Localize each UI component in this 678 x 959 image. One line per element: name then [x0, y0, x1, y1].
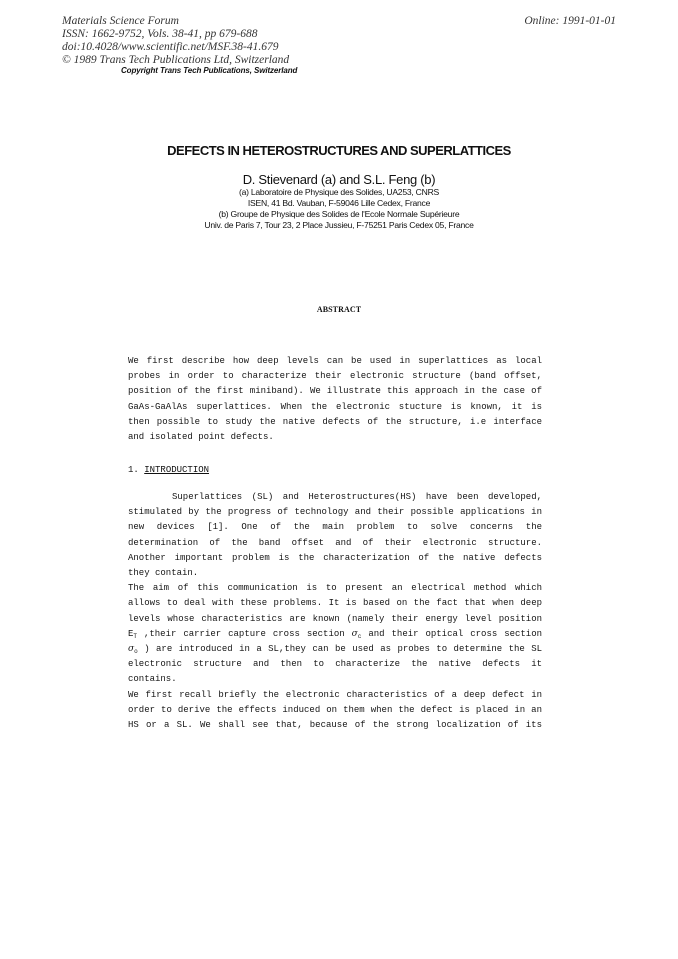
symbol-e-subscript: T [133, 632, 138, 640]
abstract-line: We first describe how deep levels can be used in superlattices as local [128, 356, 542, 366]
intro-line: order to derive the effects induced on them when the defect is placed in an [128, 704, 542, 715]
intro-line: allows to deal with these problems. It is based on the fact that when deep [128, 598, 542, 609]
intro-line: new devices [1]. One of the main problem to solve concerns the [128, 522, 542, 533]
section-heading [128, 465, 209, 475]
intro-line: contains. [128, 674, 177, 685]
intro-line: stimulated by the progress of technology and their possible applications in [128, 507, 542, 518]
section-number: 1. [128, 465, 139, 475]
symbol-sigma: σ [351, 628, 358, 639]
affiliations [0, 187, 678, 231]
intro-line: determination of the band offset and of their electronic structure. [128, 537, 542, 548]
intro-line: HS or a SL. We shall see that, because of the strong localization of its [128, 720, 542, 731]
intro-line: they contain. [128, 568, 199, 579]
affiliation-line: Univ. de Paris 7, Tour 23, 2 Place Jussieu, F-75251 Paris Cedex 05, France [204, 220, 474, 230]
abstract-line: position of the first miniband). We illustrate this approach in the case of [128, 386, 542, 397]
abstract-body [128, 354, 542, 445]
online-date: Online: 1991-01-01 [524, 15, 616, 27]
abstract-line: then possible to study the native defects of the structure, i.e interface [128, 416, 542, 427]
paper-authors: D. Stievenard (a) and S.L. Feng (b) [242, 172, 436, 187]
intro-line: Superlattices (SL) and Heterostructures(HS) have been developed, [172, 492, 542, 502]
affiliation-line: (a) Laboratoire de Physique des Solides, UA253, CNRS [238, 187, 440, 197]
symbol-sigma-subscript: o [134, 648, 138, 656]
symbol-sigma: σ [128, 644, 135, 655]
introduction-body [128, 490, 542, 733]
journal-name: Materials Science Forum [62, 15, 179, 27]
intro-fragment: and their optical cross section [368, 628, 543, 639]
journal-header [62, 15, 289, 67]
issn-line: ISSN: 1662-9752, Vols. 38-41, pp 679-688 [62, 28, 258, 40]
intro-line: levels whose characteristics are known (namely their energy level position [128, 613, 542, 624]
abstract-line: and isolated point defects. [128, 432, 274, 443]
abstract-heading: ABSTRACT [316, 305, 362, 314]
abstract-line: GaAs-GaAlAs superlattices. When the electronic stucture is known, it is [128, 401, 542, 412]
intro-line-symbols [128, 627, 542, 642]
symbol-e: E [128, 628, 134, 639]
intro-fragment: ,their carrier capture cross section [143, 628, 345, 639]
affiliation-line: (b) Groupe de Physique des Solides de l'Ecole Normale Supérieure [218, 209, 460, 219]
intro-line: The aim of this communication is to present an electrical method which [128, 583, 542, 594]
section-title: INTRODUCTION [144, 465, 210, 475]
abstract-line: probes in order to characterize their electronic structure (band offset, [128, 371, 542, 382]
intro-line: electronic structure and then to characterize the native defects it [128, 659, 542, 670]
publisher-copyright: Copyright Trans Tech Publications, Switzerland [121, 66, 298, 75]
intro-fragment: ) are introduced in a SL,they can be used as probes to determine the SL [144, 644, 543, 655]
intro-line: We first recall briefly the electronic characteristics of a deep defect in [128, 689, 542, 700]
intro-line-symbols [128, 642, 542, 657]
affiliation-line: ISEN, 41 Bd. Vauban, F-59046 Lille Cedex, France [247, 198, 431, 208]
paper-title: DEFECTS IN HETEROSTRUCTURES AND SUPERLATTICES [167, 143, 511, 158]
symbol-sigma-subscript: c [357, 632, 362, 640]
intro-line: Another important problem is the characterization of the native defects [128, 552, 542, 563]
doi-line: doi:10.4028/www.scientific.net/MSF.38-41.679 [62, 41, 279, 53]
copyright-line: © 1989 Trans Tech Publications Ltd, Switzerland [62, 54, 290, 66]
